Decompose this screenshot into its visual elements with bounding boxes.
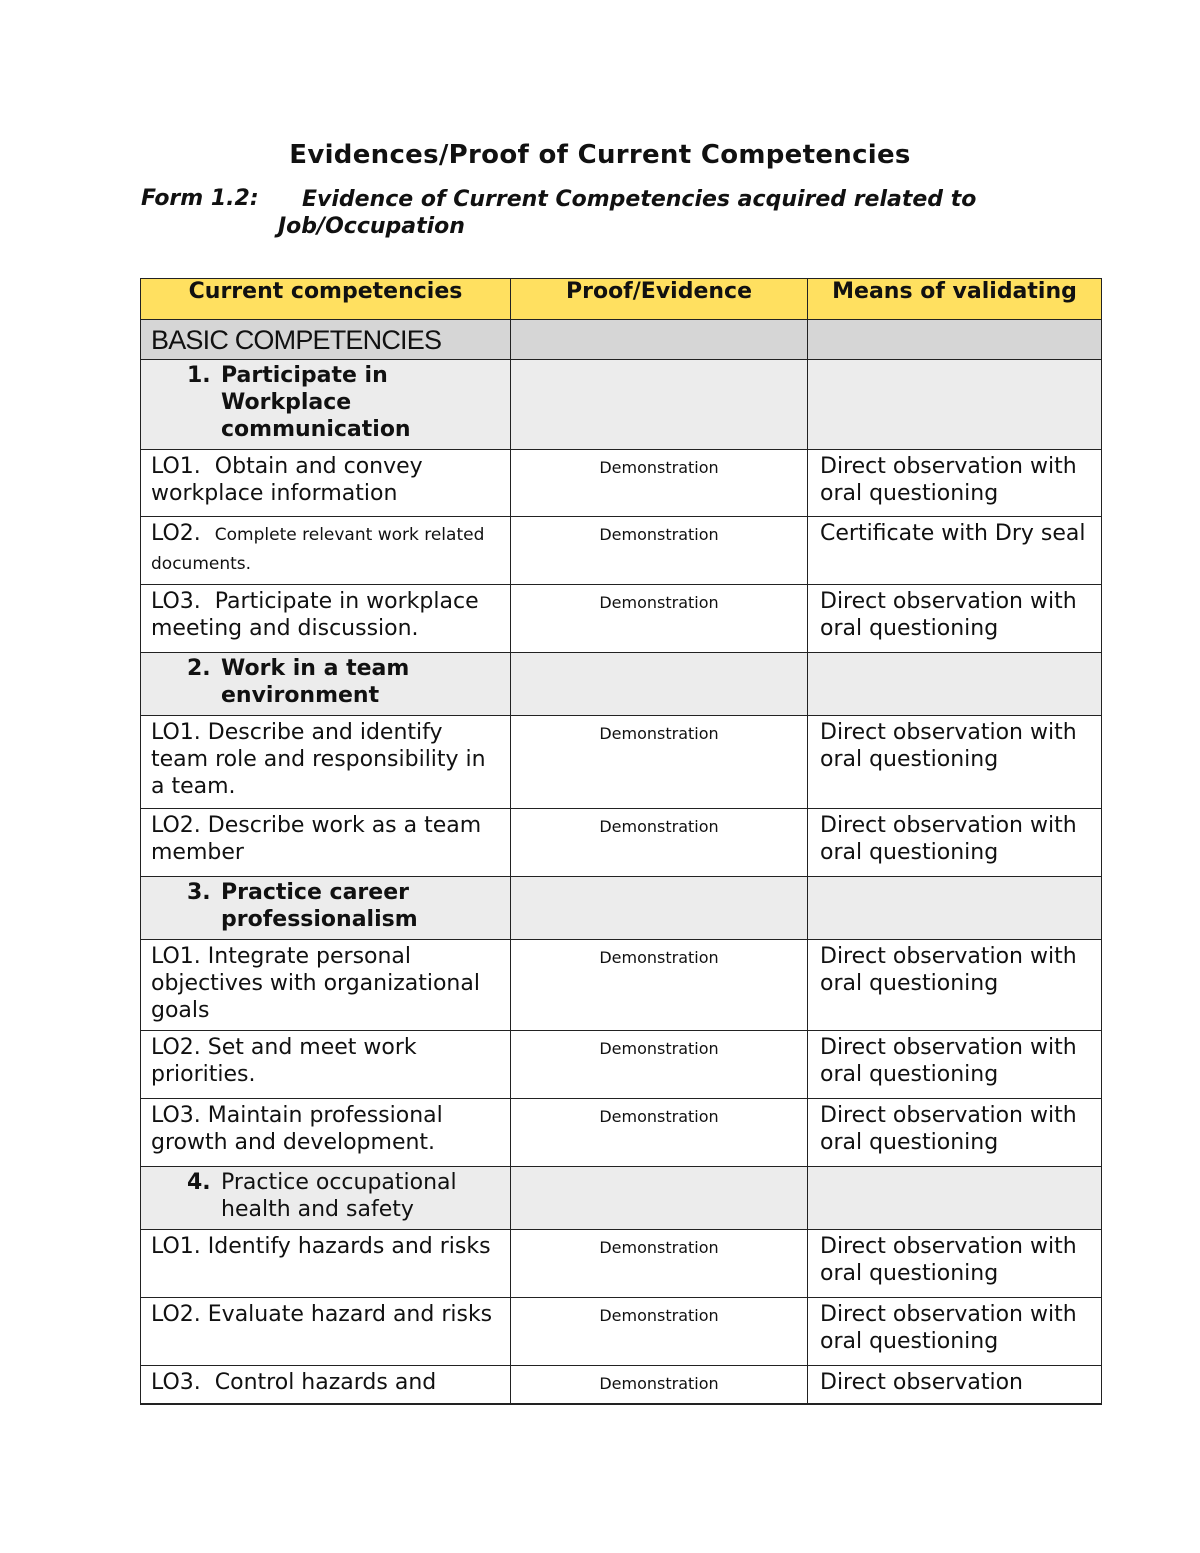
proof-cell: Demonstration bbox=[511, 809, 808, 877]
lo-code: LO3. bbox=[151, 1103, 201, 1128]
table-row bbox=[141, 1031, 1102, 1099]
means-cell: Direct observation with oral questioning bbox=[808, 1099, 1102, 1167]
unit-row bbox=[141, 653, 1102, 716]
unit-number: 4. bbox=[187, 1170, 211, 1195]
lo-text: Describe work as a team member bbox=[151, 813, 482, 865]
unit-number: 1. bbox=[187, 363, 211, 388]
unit-name: Practice career professionalism bbox=[221, 880, 418, 932]
lo-code: LO3. bbox=[151, 589, 201, 614]
lo-code: LO1. bbox=[151, 944, 201, 969]
means-cell: Direct observation with oral questioning bbox=[808, 809, 1102, 877]
table-row bbox=[141, 716, 1102, 809]
lo-text: Set and meet work priorities. bbox=[151, 1035, 417, 1087]
lo-code: LO2. bbox=[151, 521, 201, 546]
proof-cell: Demonstration bbox=[511, 517, 808, 585]
lo-text: Integrate personal objectives with organizational goals bbox=[151, 944, 480, 1023]
means-cell: Direct observation with oral questioning bbox=[808, 1230, 1102, 1298]
means-cell: Direct observation with oral questioning bbox=[808, 940, 1102, 1031]
lo-text: Identify hazards and risks bbox=[207, 1234, 491, 1259]
lo-text: Control hazards and bbox=[214, 1370, 437, 1395]
means-cell: Certificate with Dry seal bbox=[808, 517, 1102, 585]
lo-text: Evaluate hazard and risks bbox=[207, 1302, 493, 1327]
lo-code: LO1. bbox=[151, 720, 201, 745]
proof-cell: Demonstration bbox=[511, 1366, 808, 1404]
means-cell: Direct observation with oral questioning bbox=[808, 716, 1102, 809]
table-row bbox=[141, 517, 1102, 585]
proof-cell: Demonstration bbox=[511, 940, 808, 1031]
page-title: Evidences/Proof of Current Competencies bbox=[289, 140, 911, 170]
lo-code: LO3. bbox=[151, 1370, 201, 1395]
header-proof-evidence: Proof/Evidence bbox=[511, 279, 808, 320]
proof-cell: Demonstration bbox=[511, 585, 808, 653]
form-description: Evidence of Current Competencies acquired related to Job/Occupation bbox=[278, 187, 977, 239]
table-row bbox=[141, 1230, 1102, 1298]
unit-name: Practice occupational health and safety bbox=[221, 1170, 457, 1222]
proof-cell: Demonstration bbox=[511, 1230, 808, 1298]
table-row bbox=[141, 809, 1102, 877]
lo-code: LO1. bbox=[151, 454, 201, 479]
table-row bbox=[141, 585, 1102, 653]
unit-name: Participate in Workplace communication bbox=[221, 363, 411, 442]
table-row bbox=[141, 940, 1102, 1031]
header-current-competencies: Current competencies bbox=[141, 279, 511, 320]
lo-text: Obtain and convey workplace information bbox=[151, 454, 423, 506]
table-header-row bbox=[141, 279, 1102, 320]
means-cell: Direct observation with oral questioning bbox=[808, 1298, 1102, 1366]
proof-cell: Demonstration bbox=[511, 1031, 808, 1099]
means-cell: Direct observation with oral questioning bbox=[808, 450, 1102, 517]
means-cell: Direct observation bbox=[808, 1366, 1102, 1404]
lo-text: Describe and identify team role and responsibility in a team. bbox=[151, 720, 486, 799]
table-row bbox=[141, 1099, 1102, 1167]
table-row bbox=[141, 1298, 1102, 1366]
unit-row bbox=[141, 360, 1102, 450]
lo-text: Maintain professional growth and development. bbox=[151, 1103, 443, 1155]
lo-code: LO2. bbox=[151, 1035, 201, 1060]
lo-code: LO2. bbox=[151, 1302, 201, 1327]
unit-name: Work in a team environment bbox=[221, 656, 410, 708]
header-means-of-validating: Means of validating bbox=[808, 279, 1102, 320]
table-row bbox=[141, 450, 1102, 517]
unit-row bbox=[141, 1167, 1102, 1230]
lo-text: Complete relevant work related documents. bbox=[151, 525, 485, 574]
section-label: BASIC COMPETENCIES bbox=[151, 325, 442, 355]
lo-text: Participate in workplace meeting and discussion. bbox=[151, 589, 479, 641]
lo-code: LO2. bbox=[151, 813, 201, 838]
unit-number: 3. bbox=[187, 880, 211, 905]
means-cell: Direct observation with oral questioning bbox=[808, 1031, 1102, 1099]
unit-number: 2. bbox=[187, 656, 211, 681]
form-label: Form 1.2: bbox=[141, 186, 259, 211]
proof-cell: Demonstration bbox=[511, 450, 808, 517]
table-row bbox=[141, 1366, 1102, 1404]
section-row bbox=[141, 320, 1102, 360]
competency-table bbox=[140, 278, 1102, 1405]
means-cell: Direct observation with oral questioning bbox=[808, 585, 1102, 653]
proof-cell: Demonstration bbox=[511, 1099, 808, 1167]
proof-cell: Demonstration bbox=[511, 716, 808, 809]
lo-code: LO1. bbox=[151, 1234, 201, 1259]
proof-cell: Demonstration bbox=[511, 1298, 808, 1366]
unit-row bbox=[141, 877, 1102, 940]
